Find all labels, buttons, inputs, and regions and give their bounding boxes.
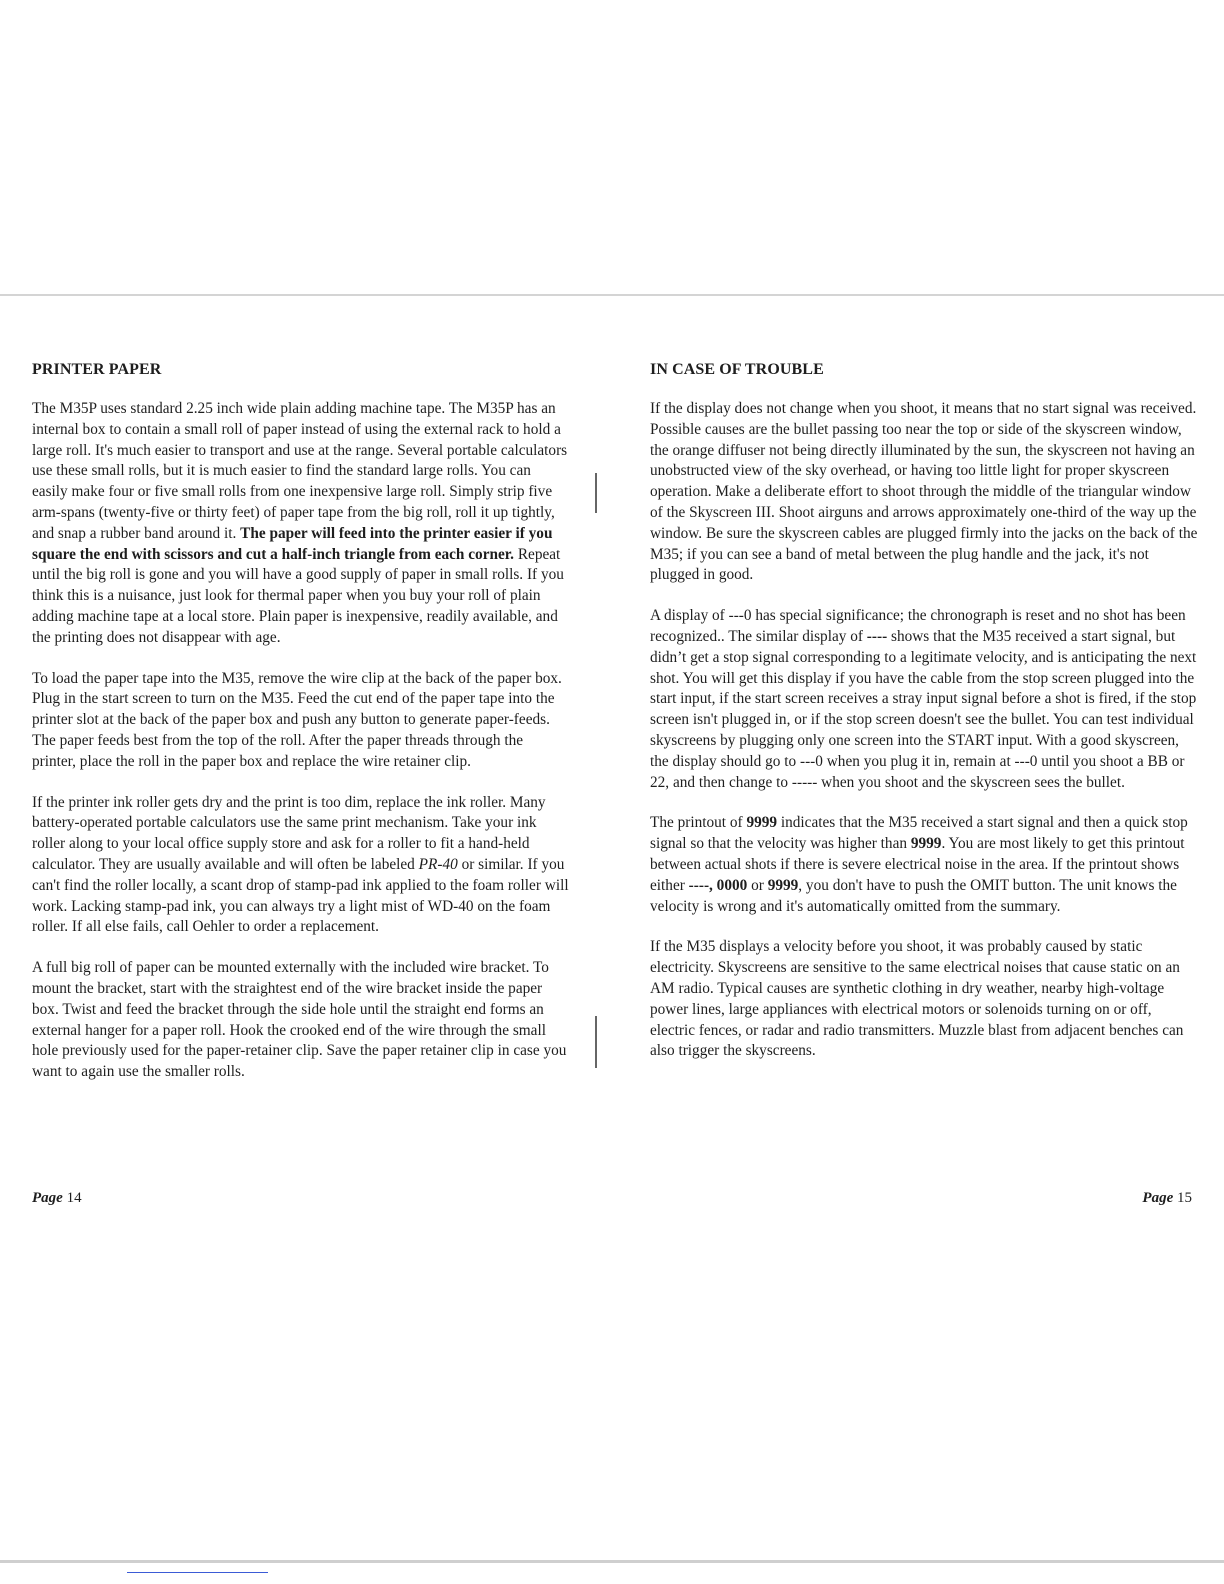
paragraph: A display of ---0 has special significance; the chronograph is reset and no shot has been recognized.. The similar display of ---- shows that the M35 received a start signal, but didn’t get a stop signal corresponding to a legitimate velocity, and is anticipating the next shot. You will get this display if you have the cable from the stop screen plugged into the start input, if the start screen receives a stray input signal before a shot is fired, if the stop screen isn't plugged in, or if the stop screen doesn't see the bullet. You can test individual skyscreens by plugging only one screen into the START input. With a good skyscreen, the display should go to ---0 when you plug it in, remain at ---0 until you shoot a BB or 22, and then change to ----- when you shoot and the skyscreen sees the bullet. bbox=[650, 607, 1197, 791]
footer-line bbox=[127, 1572, 268, 1573]
trouble-heading: IN CASE OF TROUBLE bbox=[650, 361, 824, 378]
paragraph: A full big roll of paper can be mounted externally with the included wire bracket. To mount the bracket, start with the straightest end of the wire bracket inside the paper box. Twist and feed the bracket through the side hole until the straight end forms an external hanger for a paper roll. Hook the crooked end of the wire through the small hole previously used for the paper-retainer clip. Save the paper retainer clip in case you want to again use the smaller rolls. bbox=[32, 959, 567, 1081]
top-scan-edge bbox=[0, 294, 1224, 296]
gutter-mark bbox=[595, 473, 597, 513]
page-14 bbox=[32, 360, 570, 1103]
bold-text: 9999 bbox=[910, 835, 942, 853]
bottom-scan-edge bbox=[0, 1560, 1224, 1563]
paragraph: To load the paper tape into the M35, remove the wire clip at the back of the paper box. Plug in the start screen to turn on the M35. Feed the cut end of the paper tape into the printer slot at the back of the paper box and push any button to generate paper-feeds. The paper feeds best from the top of the roll. After the paper threads through the printer, place the roll in the paper box and replace the wire retainer clip. bbox=[32, 669, 562, 770]
page-number-14: Page 14 bbox=[32, 1190, 82, 1206]
bold-text: 9999 bbox=[767, 876, 799, 894]
page-number-15: Page 15 bbox=[1142, 1190, 1192, 1206]
bold-text: The paper will feed into the printer easier if you square the end with scissors and cut a half-inch triangle from each corner. bbox=[32, 524, 553, 563]
paragraph: If the display does not change when you shoot, it means that no start signal was received. Possible causes are the bullet passing too near the top or side of the skyscreen window, the orange diffuser not being directly illuminated by the sun, the skyscreen not having an unobstructed view of the sky overhead, or having too little light for proper skyscreen operation. Make a deliberate effort to shoot through the middle of the triangular window of the Skyscreen III. Shoot airguns and arrows approximately one-third of the way up the window. Be sure the skyscreen cables are plugged firmly into the jacks on the back of the M35; if you can see a band of metal between the plug handle and the jack, it's not plugged in good. bbox=[650, 400, 1198, 584]
bold-text: 9999 bbox=[746, 814, 778, 832]
page-15 bbox=[650, 360, 1198, 1082]
bold-text: ---- bbox=[866, 627, 888, 645]
paragraph: If the M35 displays a velocity before you shoot, it was probably caused by static electricity. Skyscreens are sensitive to the same electrical noises that cause static on an AM radio. Typical causes are synthetic clothing in dry weather, nearby high-voltage power lines, large appliances with electrical motors or solenoids turning on or off, electric fences, or radar and radio transmitters. Muzzle blast from adjacent benches can also trigger the skyscreens. bbox=[650, 938, 1184, 1060]
paragraph: The M35P uses standard 2.25 inch wide plain adding machine tape. The M35P has an internal box to contain a small roll of paper instead of using the external rack to hold a large roll. It's much easier to transport and use at the range. Several portable calculators use these small rolls, but it is much easier to find the standard large rolls. You can easily make four or five small rolls from one inexpensive large roll. Simply strip five arm-spans (twenty-five or thirty feet) of paper tape from the big roll, roll it up tightly, and snap a rubber band around it. The paper will feed into the printer easier if you square the end with scissors and cut a half-inch triangle from each corner. Repeat until the big roll is gone and you will have a good supply of paper in small rolls. If you think this is a nuisance, just look for thermal paper when you buy your roll of plain adding machine tape at a local store. Plain paper is inexpensive, readily available, and the printing does not disappear with age. bbox=[32, 400, 568, 646]
paragraph: If the printer ink roller gets dry and the print is too dim, replace the ink roller. Many battery-operated portable calculators use the same print mechanism. Take your ink roller along to your local office supply store and ask for a roller to fit a hand-held calculator. They are usually available and will often be labeled PR-40 or similar. If you can't find the roller locally, a scant drop of stamp-pad ink applied to the foam roller will work. Lacking stamp-pad ink, you can always try a light mist of WD-40 on the foam roller. If all else fails, call Oehler to order a replacement. bbox=[32, 793, 569, 936]
paragraph: The printout of 9999 indicates that the M35 received a start signal and then a quick stop signal so that the velocity was higher than 9999. You are most likely to get this printout between actual shots if there is severe electrical noise in the area. If the printout shows either ----, 0000 or 9999, you don't have to push the OMIT button. The unit knows the velocity is wrong and it's automatically omitted from the summary. bbox=[650, 814, 1188, 915]
printer-paper-heading: PRINTER PAPER bbox=[32, 361, 162, 378]
part-number: PR-40 bbox=[418, 855, 458, 873]
bold-text: ----, 0000 bbox=[688, 876, 748, 894]
gutter-mark bbox=[595, 1016, 597, 1068]
